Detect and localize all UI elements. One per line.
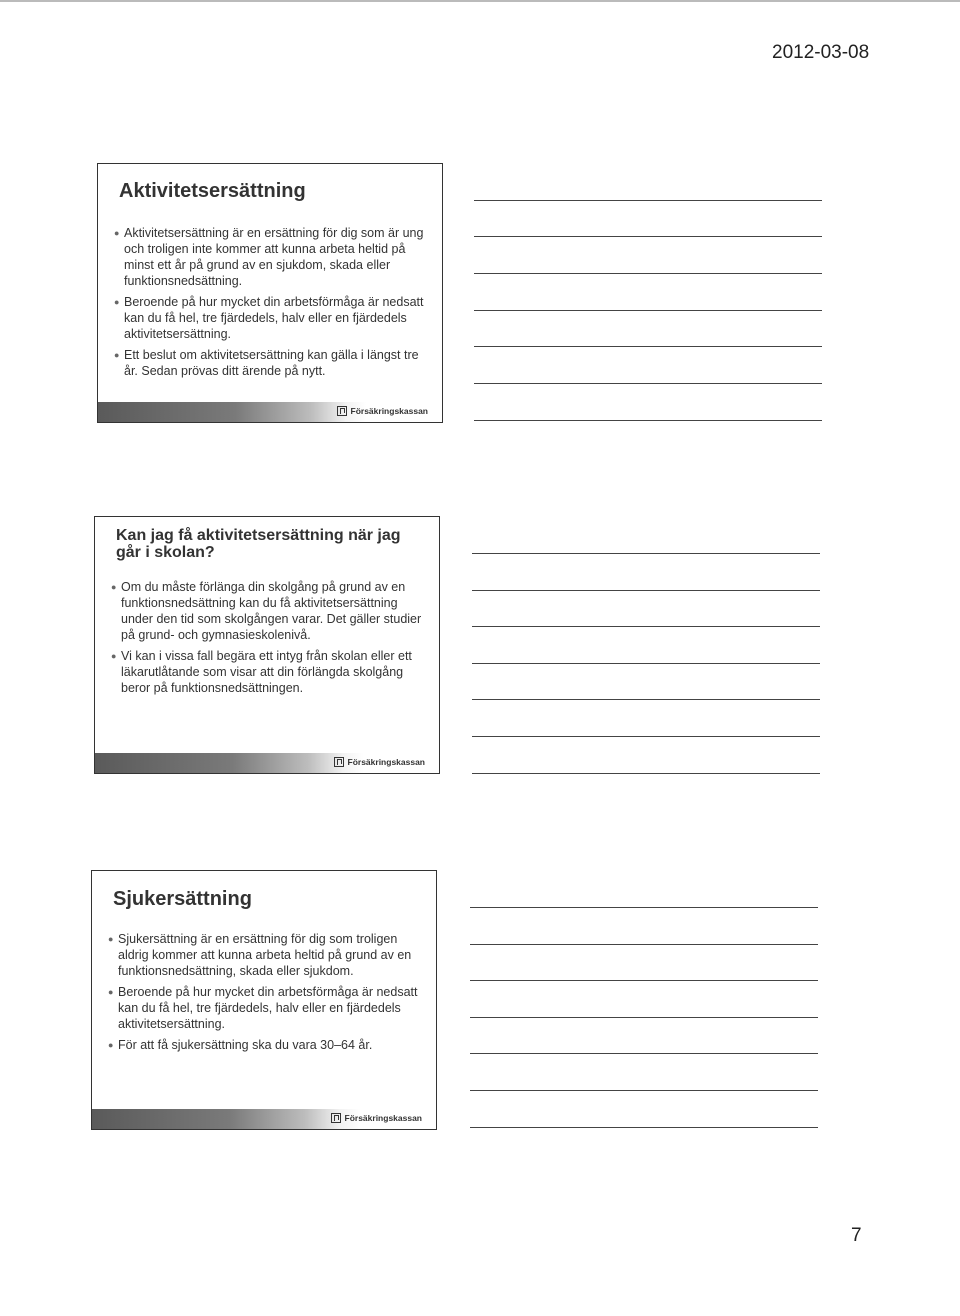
slide-footer-bar xyxy=(98,402,442,422)
page-date: 2012-03-08 xyxy=(772,42,870,63)
note-line xyxy=(474,200,822,201)
note-line xyxy=(472,553,820,554)
slide-sjukersattning xyxy=(91,870,437,1130)
slide-title: Aktivitetsersättning xyxy=(119,180,306,202)
list-item: ● Ett beslut om aktivitetsersättning kan gälla i längst tre år. Sedan prövas ditt ärende på nytt. xyxy=(114,348,419,378)
bullet-icon: ● xyxy=(108,987,114,997)
note-line xyxy=(470,1127,818,1128)
slide-aktivitetsersattning xyxy=(97,163,443,423)
note-line xyxy=(474,420,822,421)
brand-logo: Försäkringskassan xyxy=(334,757,425,767)
note-line xyxy=(472,736,820,737)
scan-top-edge xyxy=(0,0,960,2)
note-line xyxy=(470,944,818,945)
list-item: ● För att få sjukersättning ska du vara 30–64 år. xyxy=(108,1038,373,1052)
note-line xyxy=(472,626,820,627)
list-item: ● Beroende på hur mycket din arbetsförmåga är nedsatt kan du få hel, tre fjärdedels, halv eller en fjärdedels aktivitetsersättning. xyxy=(114,295,424,341)
bullet-icon: ● xyxy=(108,1040,114,1050)
forsakringskassan-logo-icon xyxy=(334,757,344,767)
bullet-icon: ● xyxy=(114,350,120,360)
brand-logo: Försäkringskassan xyxy=(331,1113,422,1123)
bullet-icon: ● xyxy=(108,934,114,944)
note-line xyxy=(472,663,820,664)
bullet-list xyxy=(112,225,426,384)
note-line xyxy=(470,980,818,981)
note-line xyxy=(472,590,820,591)
slide-title: Kan jag få aktivitetsersättning när jag går i skolan? xyxy=(116,527,401,561)
note-line xyxy=(472,699,820,700)
bullet-list xyxy=(109,579,425,701)
note-line xyxy=(474,236,822,237)
note-line xyxy=(470,1090,818,1091)
bullet-icon: ● xyxy=(114,228,120,238)
list-item: ● Vi kan i vissa fall begära ett intyg från skolan eller ett läkarutlåtande som visar att din förlängda skolgång beror på funktionsnedsättningen. xyxy=(111,649,412,695)
slide-footer-bar xyxy=(92,1109,436,1129)
bullet-icon: ● xyxy=(111,651,117,661)
note-line xyxy=(474,346,822,347)
list-item: ● Beroende på hur mycket din arbetsförmåga är nedsatt kan du få hel, tre fjärdedels, halv eller en fjärdedels aktivitetsersättning. xyxy=(108,985,418,1031)
note-line xyxy=(474,273,822,274)
note-line xyxy=(470,1017,818,1018)
brand-logo: Försäkringskassan xyxy=(337,406,428,416)
bullet-icon: ● xyxy=(111,582,117,592)
list-item: ● Sjukersättning är en ersättning för dig som troligen aldrig kommer att kunna arbeta heltid på grund av en funktionsnedsättning, skada eller sjukdom. xyxy=(108,932,412,978)
note-line xyxy=(474,310,822,311)
note-line xyxy=(470,907,818,908)
slide-footer-bar xyxy=(95,753,439,773)
bullet-list xyxy=(106,931,418,1058)
list-item: ● Om du måste förlänga din skolgång på grund av en funktionsnedsättning kan du få aktivitetsersättning under den tid som skolgången varar. Det gäller studier på grund- och gymnasieskolenivå. xyxy=(111,580,422,642)
note-line xyxy=(474,383,822,384)
list-item: ● Aktivitetsersättning är en ersättning för dig som är ung och troligen inte kommer att kunna arbeta heltid på minst ett år på grund av en sjukdom, skada eller funktionsnedsättning. xyxy=(114,226,424,288)
slide-skolgang xyxy=(94,516,440,774)
note-line xyxy=(470,1053,818,1054)
note-line xyxy=(472,773,820,774)
forsakringskassan-logo-icon xyxy=(331,1113,341,1123)
forsakringskassan-logo-icon xyxy=(337,406,347,416)
bullet-icon: ● xyxy=(114,297,120,307)
page-number: 7 xyxy=(851,1225,862,1246)
slide-title: Sjukersättning xyxy=(113,888,252,910)
